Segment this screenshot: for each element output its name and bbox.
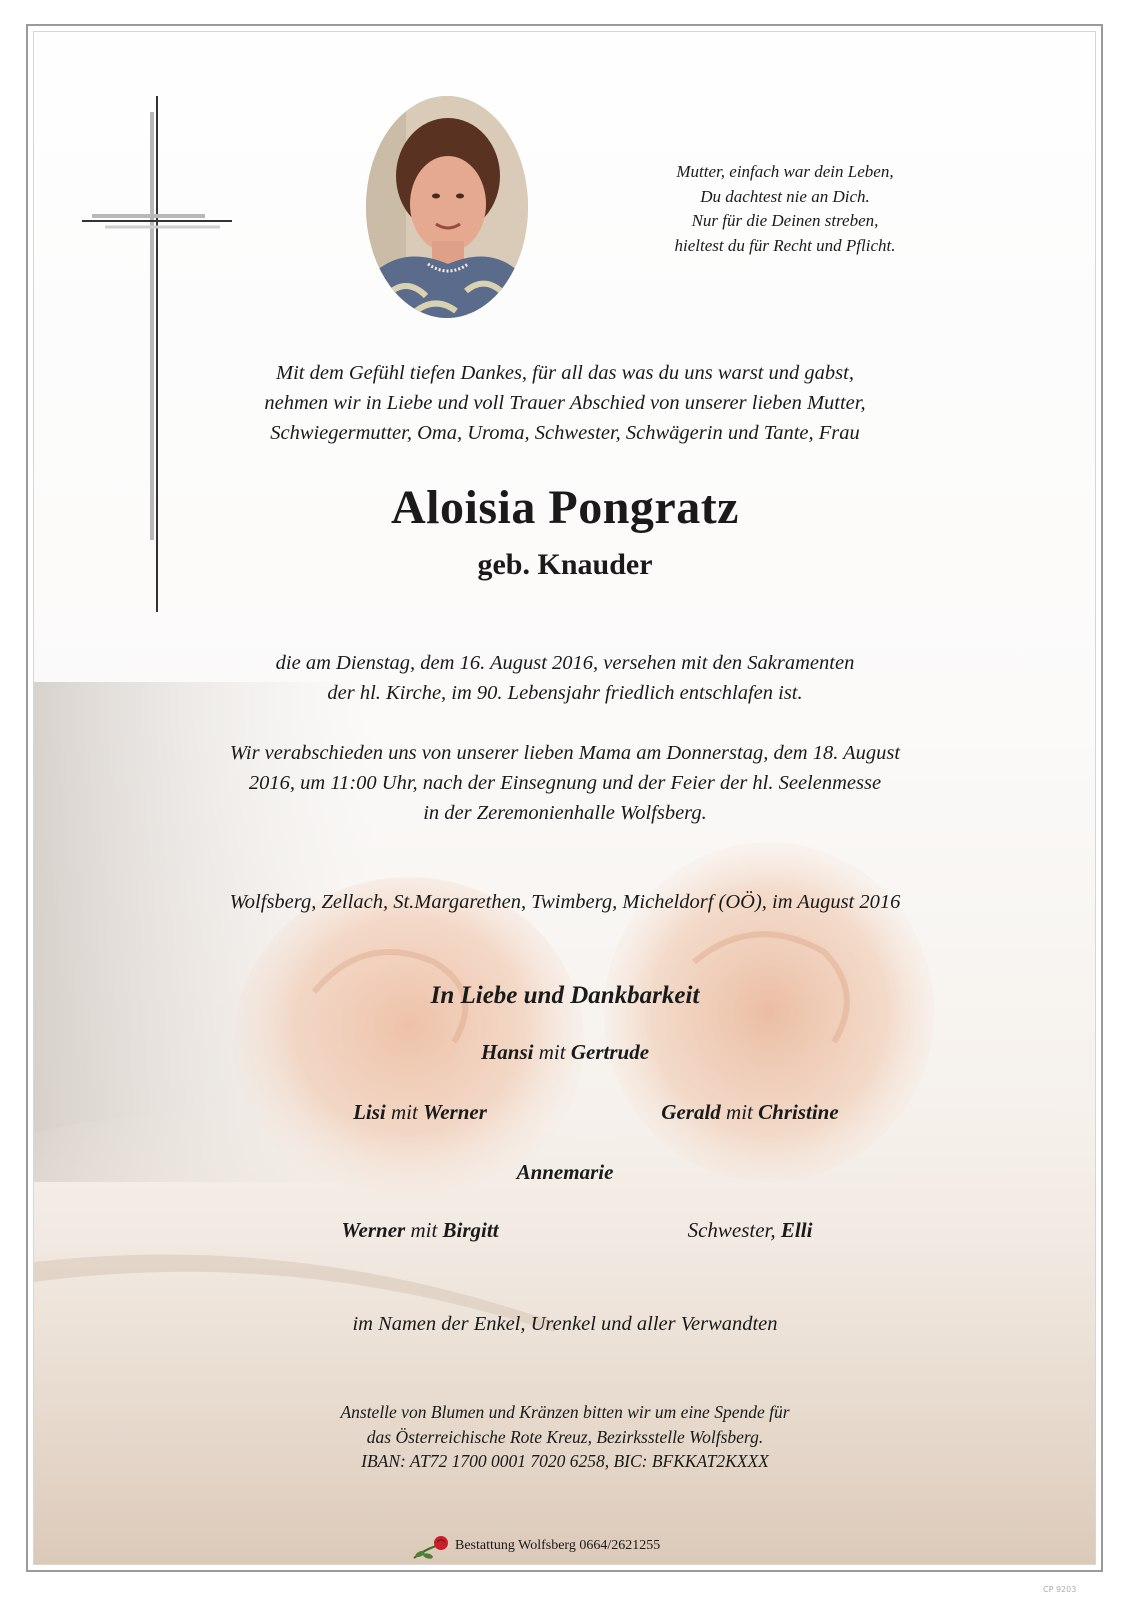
intro-text [150,358,980,448]
mourner-name: Werner [341,1218,406,1242]
donation-request [200,1400,930,1474]
poem [620,160,950,258]
product-code: CP 9203 [1043,1585,1077,1594]
mourner-name: Christine [758,1100,839,1124]
funeral-notice [130,738,1000,828]
mourner-connector: mit [391,1100,418,1124]
poem-line: Mutter, einfach war dein Leben, [676,162,894,181]
places-and-date: Wolfsberg, Zellach, St.Margarethen, Twimberg, Micheldorf (OÖ), im August 2016 [229,891,901,913]
death-line: die am Dienstag, dem 16. August 2016, versehen mit den Sakramenten [275,652,855,674]
mourner-pair [270,1218,570,1243]
mourner-name: Birgitt [442,1218,499,1242]
funeral-line: Wir verabschieden uns von unserer lieben Mama am Donnerstag, dem 18. August [229,742,901,764]
deceased-name: Aloisia Pongratz [391,481,739,534]
undertaker-contact: Bestattung Wolfsberg 0664/2621255 [455,1538,661,1553]
undertaker-footer [410,1532,740,1562]
death-notice [150,648,980,708]
mourner-connector: mit [410,1218,438,1242]
poem-line: Nur für die Deinen streben, [691,211,879,230]
intro-line: nehmen wir in Liebe und voll Trauer Abschied von unserer lieben Mutter, [264,392,866,414]
mourner-name: Elli [780,1218,813,1242]
intro-line: Mit dem Gefühl tiefen Dankes, für all das was du uns warst und gabst, [276,362,854,384]
mourner-connector: mit [726,1100,753,1124]
donation-line: das Österreichische Rote Kreuz, Bezirksstelle Wolfsberg. [366,1426,764,1447]
poem-line: Du dachtest nie an Dich. [700,186,870,206]
sister-label: Schwester, [687,1218,776,1242]
funeral-line: in der Zeremonienhalle Wolfsberg. [423,802,707,824]
donation-line: Anstelle von Blumen und Kränzen bitten wir um eine Spende für [340,1402,790,1422]
poem-line: hieltest du für Recht und Pflicht. [674,235,896,255]
mourner-pair [590,1100,910,1125]
portrait-photo [366,96,528,318]
donation-line: IBAN: AT72 1700 0001 7020 6258, BIC: BFKKAT2KXXX [361,1451,769,1471]
mourner-pair [270,1100,570,1125]
mourner-name: Hansi [480,1040,534,1064]
mourner-name: Werner [423,1100,487,1124]
mourner-name: Gerald [661,1100,721,1124]
relatives-closing: im Namen der Enkel, Urenkel und aller Verwandten [352,1313,778,1335]
mourner-name: Annemarie [516,1160,614,1184]
birth-name: geb. Knauder [477,548,653,581]
intro-line: Schwiegermutter, Oma, Uroma, Schwester, Schwägerin und Tante, Frau [270,422,860,444]
funeral-line: 2016, um 11:00 Uhr, nach der Einsegnung und der Feier der hl. Seelenmesse [248,772,882,794]
mourner-single [415,1160,715,1185]
rose-logo-icon [410,1532,454,1562]
mourner-name: Lisi [353,1100,386,1124]
mourner-name: Gertrude [570,1040,650,1064]
mourner-connector: mit [538,1040,566,1064]
death-line: der hl. Kirche, im 90. Lebensjahr friedlich entschlafen ist. [327,682,803,704]
mourner-pair [365,1040,765,1065]
mourner-sister [610,1218,890,1243]
mourners-heading: In Liebe und Dankbarkeit [430,982,700,1009]
